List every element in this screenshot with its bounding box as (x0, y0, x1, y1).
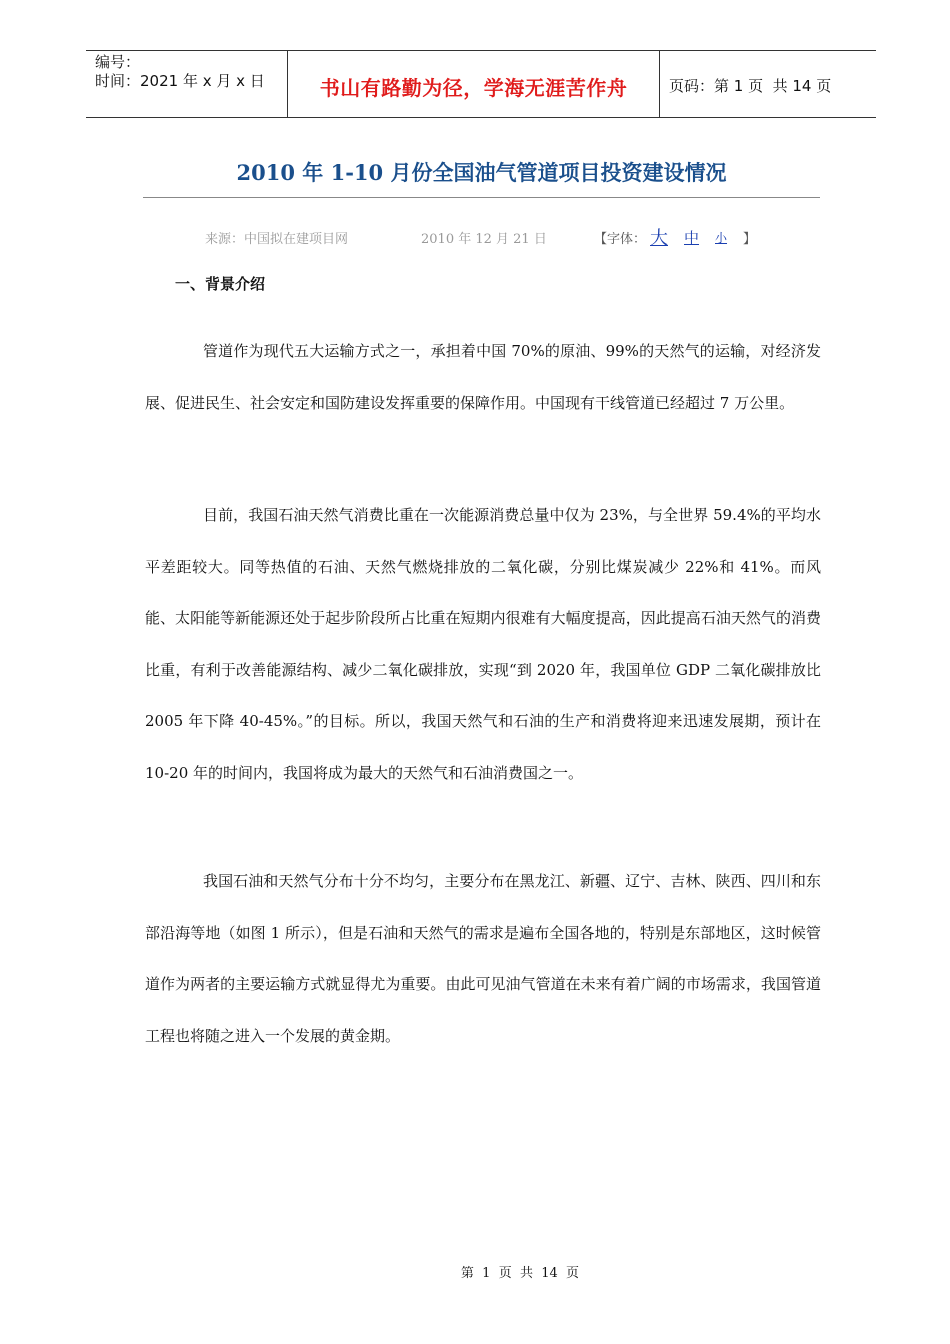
article-title: 2010 年 1-10 月份全国油气管道项目投资建设情况 (236, 160, 727, 185)
article-source: 来源：中国拟在建项目网 (205, 232, 349, 247)
paragraph-2: 目前，我国石油天然气消费比重在一次能源消费总量中仅为 23%，与全世界 59.4%的平均水平差距较大。同等热值的石油、天然气燃烧排放的二氧化碳，分别比煤炭减少 22%和 41%。而风能、太阳能等新能源还处于起步阶段所占比重在短期内很难有大幅度提高，因此提高石油天然气的消费比重，有利于改善能源结构、减少二氧化碳排放，实现“到 2020 年，我国单位 GDP 二氧化碳排放比 2005 年下降 40-45%。”的目标。所以，我国天然气和石油的生产和消费将迎来迅速发展期，预计在 10-20 年的时间内，我国将成为最大的天然气和石油消费国之一。 (145, 506, 821, 782)
font-size-large-link[interactable]: 大 (650, 228, 668, 249)
article-meta (0, 226, 950, 248)
page-footer (0, 1262, 950, 1281)
font-size-medium-link[interactable]: 中 (684, 229, 700, 247)
header-page-cell (660, 51, 876, 117)
footer-page-number: 第 1 页 共 14 页 (460, 1266, 580, 1281)
font-size-small-link[interactable]: 小 (715, 231, 728, 245)
section-heading: 一、背景介绍 (175, 275, 266, 293)
document-header (86, 50, 876, 118)
font-size-label: 【字体： (594, 232, 647, 247)
header-info-cell (86, 51, 287, 117)
header-motto: 书山有路勤为径，学海无涯苦作舟 (287, 51, 660, 117)
header-page-label: 页码：第 1 页 共 14 页 (669, 76, 832, 95)
time-label: 时间：2021 年 x 月 x 日 (95, 72, 265, 90)
paragraph-1: 管道作为现代五大运输方式之一，承担着中国 70%的原油、99%的天然气的运输，对经济发展、促进民生、社会安定和国防建设发挥重要的保障作用。中国现有干线管道已经超过 7 万公里。 (145, 342, 821, 412)
article-date: 2010 年 12 月 21 日 (421, 232, 547, 247)
paragraph-3: 我国石油和天然气分布十分不均匀，主要分布在黑龙江、新疆、辽宁、吉林、陕西、四川和东部沿海等地（如图 1 所示），但是石油和天然气的需求是遍布全国各地的，特别是东部地区，这时候管道作为两者的主要运输方式就显得尤为重要。由此可见油气管道在未来有着广阔的市场需求，我国管道工程也将随之进入一个发展的黄金期。 (145, 872, 821, 1045)
font-size-close-bracket: 】 (743, 232, 757, 247)
title-divider (143, 197, 820, 198)
number-label: 编号： (95, 53, 141, 71)
